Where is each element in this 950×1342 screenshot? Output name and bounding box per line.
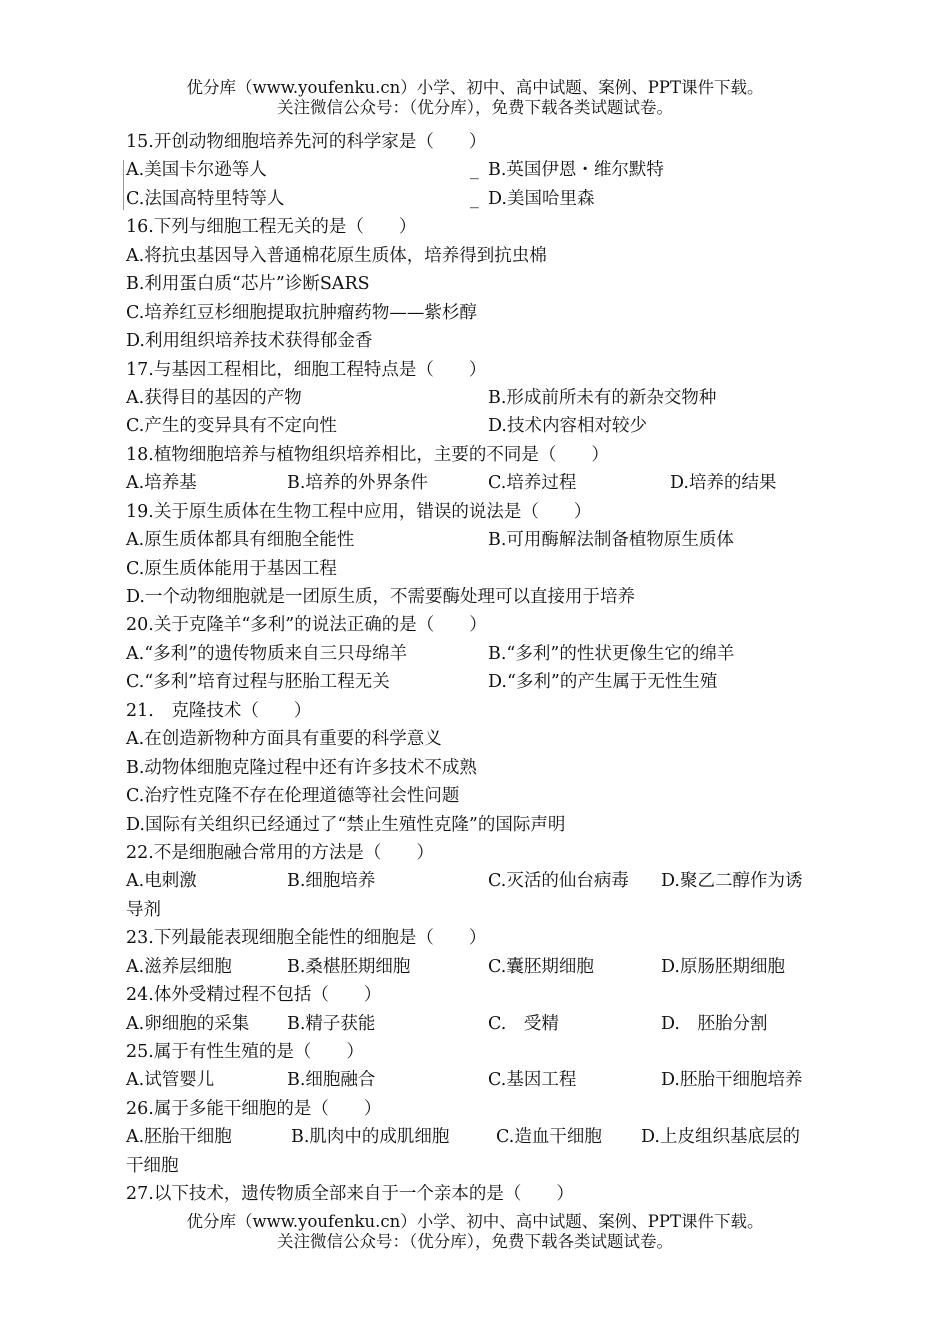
option-b: B.动物体细胞克隆过程中还有许多技术不成熟: [126, 757, 477, 778]
question-stem: 17.与基因工程相比，细胞工程特点是（ ）: [126, 359, 487, 380]
option-a: A.“多利”的遗传物质来自三只母绵羊: [126, 643, 408, 664]
question-stem: 24.体外受精过程不包括（ ）: [126, 985, 382, 1006]
option-d: D.国际有关组织已经通过了“禁止生殖性克隆”的国际声明: [126, 814, 566, 835]
option-b: B.精子获能: [287, 1013, 376, 1034]
option-d: D.技术内容相对较少: [488, 416, 647, 437]
option-c: C.原生质体能用于基因工程: [126, 558, 337, 579]
option-row: [126, 156, 826, 184]
page-footer: [0, 1212, 950, 1252]
question-stem: 25.属于有性生殖的是（ ）: [126, 1042, 364, 1062]
option-d: D.聚乙二醇作为诱: [661, 871, 803, 892]
question-stem: 22.不是细胞融合常用的方法是（ ）: [126, 842, 434, 863]
question-list: [126, 128, 826, 1209]
option-row: [126, 668, 826, 696]
option-b: B.“多利”的性状更像生它的绵羊: [488, 643, 735, 664]
option-c: C.基因工程: [488, 1070, 577, 1091]
option-c: C.治疗性克隆不存在伦理道德等社会性问题: [126, 786, 460, 807]
option-a: A.原生质体都具有细胞全能性: [126, 530, 355, 551]
option-row: [126, 412, 826, 440]
option-a: A.在创造新物种方面具有重要的科学意义: [126, 729, 442, 750]
option-d: D.上皮组织基底层的: [641, 1127, 800, 1148]
option-d: D.原肠胚期细胞: [661, 956, 785, 977]
option-a: A.电刺激: [126, 871, 197, 892]
option-b: B.肌肉中的成肌细胞: [291, 1127, 450, 1148]
question-stem: 23.下列最能表现细胞全能性的细胞是（ ）: [126, 928, 487, 949]
margin-mark: [123, 160, 124, 210]
option-row: [126, 1010, 826, 1038]
blank-mark: _: [470, 188, 479, 209]
question-stem: 16.下列与细胞工程无关的是（ ）: [126, 217, 417, 238]
footer-line-1: 优分库（www.youfenku.cn）小学、初中、高中试题、案例、PPT课件下载。: [186, 1212, 764, 1231]
option-a: A.美国卡尔逊等人: [126, 160, 267, 181]
option-row: [126, 185, 826, 213]
option-d: D.利用组织培养技术获得郁金香: [126, 331, 373, 352]
footer-line-2: 关注微信公众号：（优分库），免费下载各类试题试卷。: [277, 1232, 673, 1251]
option-a: A.卵细胞的采集: [126, 1013, 250, 1034]
option-b: B.桑椹胚期细胞: [287, 956, 411, 977]
option-d: D.美国哈里森: [488, 188, 595, 209]
option-row: [126, 867, 826, 895]
option-b: B.细胞融合: [287, 1070, 376, 1091]
option-b: B.形成前所未有的新杂交物种: [488, 387, 717, 408]
option-b: B.英国伊恩・维尔默特: [488, 160, 664, 181]
option-a: A.试管婴儿: [126, 1070, 215, 1091]
option-d: D.一个动物细胞就是一团原生质，不需要酶处理可以直接用于培养: [126, 587, 635, 607]
option-c: C.囊胚期细胞: [488, 956, 594, 977]
option-row: [126, 953, 826, 981]
question-stem: 27.以下技术，遗传物质全部来自于一个亲本的是（ ）: [126, 1184, 574, 1205]
question-stem: 19.关于原生质体在生物工程中应用，错误的说法是（ ）: [126, 501, 592, 522]
question-stem: 21. 克隆技术（ ）: [126, 700, 312, 721]
option-row: [126, 640, 826, 668]
option-b: B.细胞培养: [287, 871, 376, 892]
option-a: A.获得目的基因的产物: [126, 387, 302, 408]
question-stem: 18.植物细胞培养与植物组织培养相比，主要的不同是（ ）: [126, 444, 609, 465]
option-b: B.培养的外界条件: [287, 473, 428, 494]
option-row: [126, 1123, 826, 1151]
header-line-2: 关注微信公众号：（优分库），免费下载各类试题试卷。: [277, 98, 673, 117]
option-d: D.“多利”的产生属于无性生殖: [488, 672, 718, 693]
blank-mark: _: [470, 160, 479, 181]
option-b: B.可用酶解法制备植物原生质体: [488, 530, 734, 551]
option-d-continued: 导剂: [126, 899, 161, 920]
option-d: D. 胚胎分割: [661, 1013, 768, 1034]
option-b: B.利用蛋白质“芯片”诊断SARS: [126, 274, 370, 295]
question-stem: 15.开创动物细胞培养先河的科学家是（ ）: [126, 132, 487, 152]
option-c: C.“多利”培育过程与胚胎工程无关: [126, 672, 390, 693]
option-c: C.法国高特里特等人: [126, 188, 285, 209]
question-stem: 26.属于多能干细胞的是（ ）: [126, 1098, 382, 1119]
page-header: [0, 78, 950, 118]
option-c: C.培养过程: [488, 473, 577, 494]
option-d: D.培养的结果: [670, 473, 777, 494]
option-a: A.将抗虫基因导入普通棉花原生质体，培养得到抗虫棉: [126, 245, 547, 266]
option-row: [126, 526, 826, 554]
option-row: [126, 1066, 826, 1094]
header-line-1: 优分库（www.youfenku.cn）小学、初中、高中试题、案例、PPT课件下载。: [186, 78, 764, 97]
option-c: C.培养红豆杉细胞提取抗肿瘤药物——紫杉醇: [126, 302, 477, 323]
option-c: C.灭活的仙台病毒: [488, 871, 629, 892]
question-stem: 20.关于克隆羊“多利”的说法正确的是（ ）: [126, 615, 487, 636]
option-row: [126, 384, 826, 412]
option-c: C. 受精: [488, 1013, 559, 1034]
option-d-continued: 干细胞: [126, 1155, 179, 1176]
option-a: A.滋养层细胞: [126, 956, 232, 977]
option-a: A.培养基: [126, 473, 197, 494]
option-c: C.产生的变异具有不定向性: [126, 416, 337, 437]
option-row: [126, 469, 826, 497]
option-c: C.造血干细胞: [496, 1127, 602, 1148]
option-a: A.胚胎干细胞: [126, 1127, 232, 1148]
option-d: D.胚胎干细胞培养: [661, 1070, 803, 1091]
